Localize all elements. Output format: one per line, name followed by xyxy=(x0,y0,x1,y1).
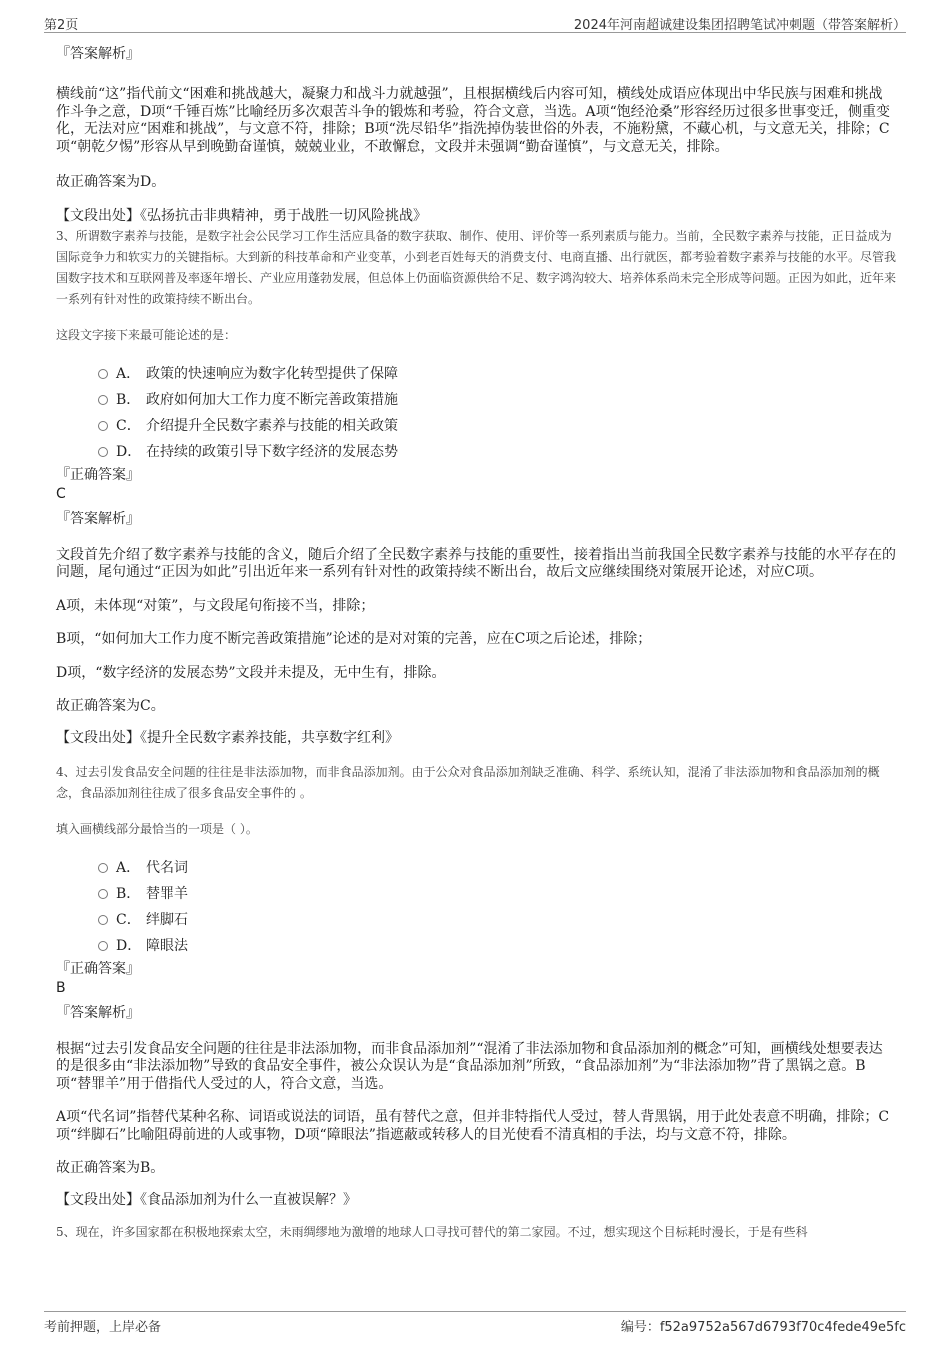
q2-source xyxy=(56,206,896,226)
analysis-label: 『答案解析』 xyxy=(56,1004,140,1021)
q3-analysis-d: D项，“数字经济的发展态势”文段并未提及，无中生有，排除。 xyxy=(56,664,446,681)
q3-source-title: 《提升全民数字素养技能，共享数字红利》 xyxy=(140,729,399,746)
q4-conclusion: 故正确答案为B。 xyxy=(56,1160,165,1176)
source-prefix: 【文段出处】 xyxy=(56,207,140,224)
page-header xyxy=(44,12,906,33)
q4-option-a[interactable]: A． 代名词 xyxy=(56,855,896,881)
q3-option-d[interactable]: D． 在持续的政策引导下数字经济的发展态势 xyxy=(56,439,896,465)
page-number: 第2页 xyxy=(44,18,79,33)
q4-stem: 4、过去引发食品安全问题的往往是非法添加物，而非食品添加剂。由于公众对食品添加剂缺乏准确、科学、系统认知，混淆了非法添加物和食品添加剂的概念，食品添加剂往往成了很多食品安全事件的 。 xyxy=(56,764,880,800)
radio-icon[interactable] xyxy=(98,889,108,899)
q4-option-c[interactable]: C． 绊脚石 xyxy=(56,907,896,933)
q3-analysis-a: A项，未体现“对策”，与文段尾句衔接不当，排除； xyxy=(56,597,375,614)
radio-icon[interactable] xyxy=(98,915,108,925)
document-title: 2024年河南超诚建设集团招聘笔试冲刺题（带答案解析） xyxy=(573,18,906,33)
radio-icon[interactable] xyxy=(98,395,108,405)
q3-prompt: 这段文字接下来最可能论述的是： xyxy=(56,327,237,342)
q4-source xyxy=(56,1190,896,1210)
q4-answer: B xyxy=(56,979,66,996)
q3-analysis-b: B项，“如何加大工作力度不断完善政策措施”论述的是对对策的完善，应在C项之后论述，排除； xyxy=(56,631,652,647)
q4-prompt: 填入画横线部分最恰当的一项是（ ）。 xyxy=(56,821,258,836)
q5-stem: 5、现在，许多国家都在积极地探索太空，未雨绸缪地为激增的地球人口寻找可替代的第二家园。不过，想实现这个目标耗时漫长，于是有些科 xyxy=(56,1224,808,1239)
q3-option-b[interactable]: B． 政府如何加大工作力度不断完善政策措施 xyxy=(56,387,896,413)
radio-icon[interactable] xyxy=(98,421,108,431)
q3-options xyxy=(56,361,896,465)
q4-analysis-paragraph: 根据“过去引发食品安全问题的往往是非法添加物，而非食品添加剂”“混淆了非法添加物和食品添加剂的概念”可知，画横线处想要表达的是很多由“非法添加物”导致的食品安全事件，被公众误认为是“食品添加剂”所致，“食品添加剂”为“非法添加物”背了黑锅之意。B项“替罪羊”用于借指代人受过的人，符合文意，当选。 xyxy=(56,1040,883,1092)
analysis-label: 『答案解析』 xyxy=(56,46,140,62)
q2-conclusion: 故正确答案为D。 xyxy=(56,174,166,190)
document-id: 编号：f52a9752a567d6793f70c4fede49e5fc xyxy=(620,1320,906,1335)
q3-source xyxy=(56,728,896,748)
q3-option-a[interactable]: A． 政策的快速响应为数字化转型提供了保障 xyxy=(56,361,896,387)
radio-icon[interactable] xyxy=(98,863,108,873)
radio-icon[interactable] xyxy=(98,941,108,951)
q3-answer: C xyxy=(56,485,66,502)
source-prefix: 【文段出处】 xyxy=(56,729,140,746)
q4-option-b[interactable]: B． 替罪羊 xyxy=(56,881,896,907)
radio-icon[interactable] xyxy=(98,447,108,457)
footer-slogan: 考前押题，上岸必备 xyxy=(44,1320,162,1335)
q4-source-title: 《食品添加剂为什么一直被误解？》 xyxy=(140,1191,357,1208)
q4-options xyxy=(56,855,896,959)
analysis-label: 『答案解析』 xyxy=(56,510,140,527)
source-prefix: 【文段出处】 xyxy=(56,1191,140,1208)
correct-answer-label: 『正确答案』 xyxy=(56,466,140,483)
q2-analysis-paragraph: 横线前“这”指代前文“困难和挑战越大，凝聚力和战斗力就越强”，且根据横线后内容可知，横线处成语应体现出中华民族与困难和挑战作斗争之意，D项“千锤百炼”比喻经历多次艰苦斗争的锻炼和考验，符合文意，当选。A项“饱经沧桑”形容经历过很多世事变迁，侧重变化，无法对应“困难和挑战”，与文意不符，排除；B项“洗尽铅华”指洗掉伪装世俗的外表，不施粉黛，不藏心机，与文意无关，排除；C项“朝乾夕惕”形容从早到晚勤奋谨慎，兢兢业业，不敢懈怠，文段并未强调“勤奋谨慎”，与文意无关，排除。 xyxy=(56,86,890,155)
radio-icon[interactable] xyxy=(98,369,108,379)
page-footer xyxy=(44,1311,906,1334)
q4-analysis-others: A项“代名词”指替代某种名称、词语或说法的词语，虽有替代之意，但并非特指代人受过，替人背黑锅，用于此处表意不明确，排除；C项“绊脚石”比喻阻碍前进的人或事物，D项“障眼法”指遮蔽或转移人的目光使看不清真相的手法，均与文意不符，排除。 xyxy=(56,1109,890,1143)
q3-analysis-paragraph: 文段首先介绍了数字素养与技能的含义，随后介绍了全民数字素养与技能的重要性，接着指出当前我国全民数字素养与技能的水平存在的问题，尾句通过“正因为如此”引出近年来一系列有针对性的政策持续不断出台，故后文应继续围绕对策展开论述，对应C项。 xyxy=(56,546,896,580)
q2-source-title: 《弘扬抗击非典精神，勇于战胜一切风险挑战》 xyxy=(140,207,427,224)
q3-stem: 3、所谓数字素养与技能，是数字社会公民学习工作生活应具备的数字获取、制作、使用、评价等一系列素质与能力。当前，全民数字素养与技能，正日益成为国际竞争力和软实力的关键指标。大到新的科技革命和产业变革，小到老百姓每天的消费支付、电商直播、出行就医，都考验着数字素养与技能的水平。尽管我国数字技术和互联网普及率逐年增长、产业应用蓬勃发展，但总体上仍面临资源供给不足、数字鸿沟较大、培养体系尚未完全形成等问题。正因为如此，近年来一系列有针对性的政策持续不断出台。 xyxy=(56,228,897,306)
q4-option-d[interactable]: D． 障眼法 xyxy=(56,933,896,959)
document-body xyxy=(56,36,896,1243)
correct-answer-label: 『正确答案』 xyxy=(56,960,140,977)
q3-option-c[interactable]: C． 介绍提升全民数字素养与技能的相关政策 xyxy=(56,413,896,439)
q3-conclusion: 故正确答案为C。 xyxy=(56,698,165,714)
